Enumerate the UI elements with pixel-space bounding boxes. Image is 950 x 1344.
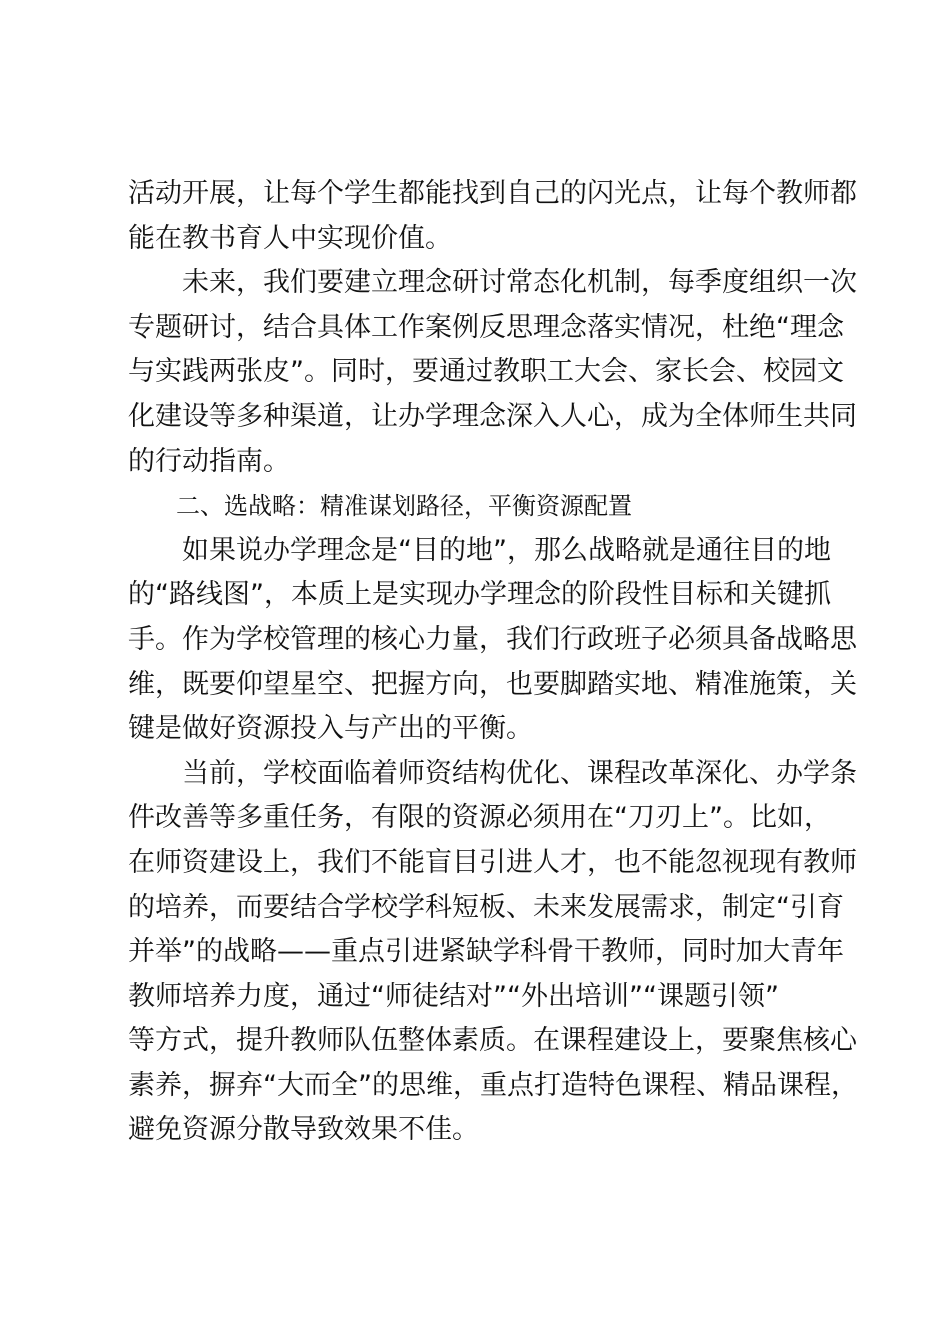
text-line: 维，既要仰望星空、把握方向，也要脚踏实地、精准施策，关	[128, 668, 857, 700]
text-line: 活动开展，让每个学生都能找到自己的闪光点，让每个教师都	[128, 178, 857, 209]
text-line: 如果说办学理念是“目的地”，那么战略就是通往目的地	[128, 534, 831, 566]
text-line: 手。作为学校管理的核心力量，我们行政班子必须具备战略思	[128, 623, 857, 655]
text-line: 与实践两张皮”。同时，要通过教职工大会、家长会、校园文	[128, 356, 844, 388]
text-line: 能在教书育人中实现价值。	[128, 222, 452, 254]
section-heading: 二、选战略：精准谋划路径，平衡资源配置	[128, 492, 632, 521]
text-line: 等方式，提升教师队伍整体素质。在课程建设上，要聚焦核心	[128, 1025, 857, 1057]
text-line: 化建设等多种渠道，让办学理念深入人心，成为全体师生共同	[128, 400, 857, 432]
text-line: 的“路线图”，本质上是实现办学理念的阶段性目标和关键抓	[128, 579, 831, 611]
text-line: 素养，摒弃“大而全”的思维，重点打造特色课程、精品课程，	[128, 1069, 858, 1101]
text-line: 件改善等多重任务，有限的资源必须用在“刀刃上”。比如，	[128, 802, 831, 834]
text-line: 教师培养力度，通过“师徒结对”“外出培训”“课题引领”	[128, 980, 779, 1012]
text-line: 的行动指南。	[128, 445, 290, 477]
text-line: 当前，学校面临着师资结构优化、课程改革深化、办学条	[128, 757, 857, 789]
text-line: 并举”的战略——重点引进紧缺学科骨干教师，同时加大青年	[128, 936, 844, 968]
text-line: 未来，我们要建立理念研讨常态化机制，每季度组织一次	[128, 267, 857, 299]
text-line: 专题研讨，结合具体工作案例反思理念落实情况，杜绝“理念	[128, 311, 844, 343]
body-text	[128, 172, 858, 1153]
text-line: 在师资建设上，我们不能盲目引进人才，也不能忽视现有教师	[128, 846, 857, 878]
text-line: 的培养，而要结合学校学科短板、未来发展需求，制定“引育	[128, 891, 844, 923]
text-line: 避免资源分散导致效果不佳。	[128, 1114, 479, 1146]
text-line: 键是做好资源投入与产出的平衡。	[128, 713, 533, 745]
